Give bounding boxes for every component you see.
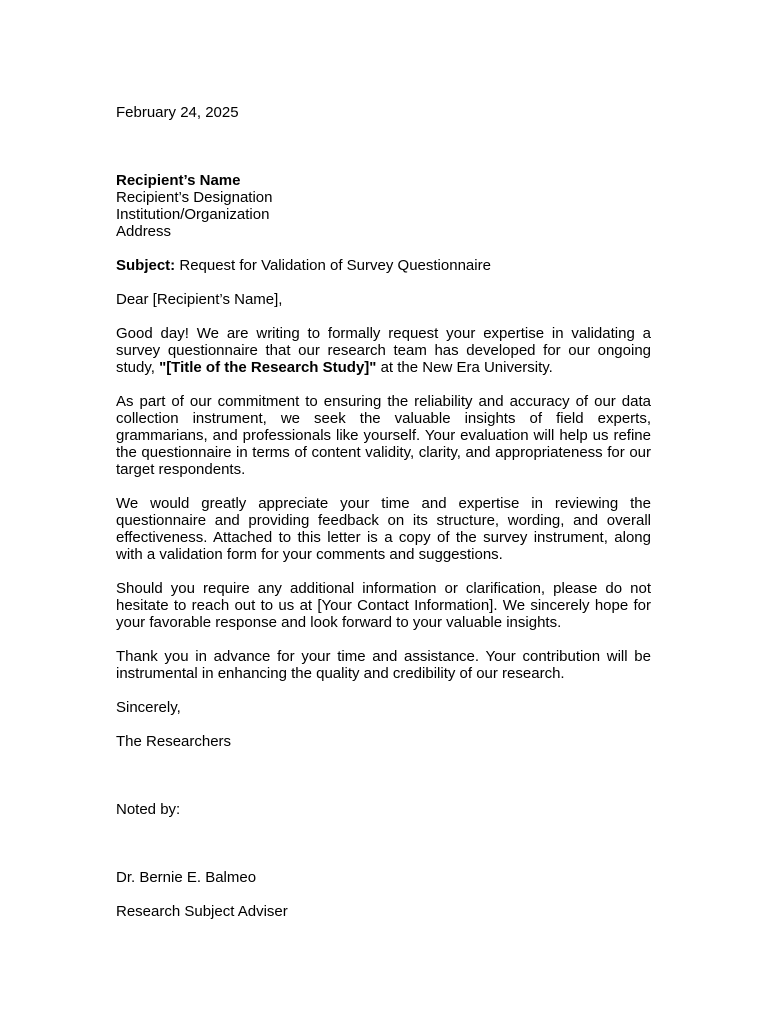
- paragraph-thanks: Thank you in advance for your time and assistance. Your contribution will be instrumental in enhancing the quality and credibility of our research.: [116, 648, 651, 682]
- recipient-address: Address: [116, 223, 172, 240]
- paragraph-intro: [116, 325, 651, 376]
- recipient-institution: Institution/Organization: [116, 206, 270, 223]
- paragraph-commitment: As part of our commitment to ensuring the reliability and accuracy of our data collection instrument, we seek the valuable insights of field experts, grammarians, and professionals like yourself. Your evaluation will help us refine the questionnaire in terms of content validity, clarity, and appropriateness for our target respondents.: [116, 393, 651, 478]
- salutation: Dear [Recipient’s Name],: [116, 291, 283, 308]
- paragraph-contact: Should you require any additional information or clarification, please do not hesitate to reach out to us at [Your Contact Information]. We sincerely hope for your favorable response and look forward to your valuable insights.: [116, 580, 651, 631]
- signer: The Researchers: [116, 733, 232, 750]
- adviser-title: Research Subject Adviser: [116, 903, 288, 920]
- paragraph-intro-before: Good day! We are writing to formally request your expertise in validating a survey questionnaire that our research team has developed for our ongoing study,: [116, 325, 651, 376]
- recipient-designation: Recipient’s Designation: [116, 189, 273, 206]
- research-title: "[Title of the Research Study]": [159, 359, 377, 376]
- closing: Sincerely,: [116, 699, 181, 716]
- paragraph-intro-after: at the New Era University.: [376, 359, 553, 376]
- subject-line: [116, 257, 651, 274]
- paragraph-appreciation: We would greatly appreciate your time and expertise in reviewing the questionnaire and providing feedback on its structure, wording, and overall effectiveness. Attached to this letter is a copy of the survey instrument, along with a validation form for your comments and suggestions.: [116, 495, 651, 563]
- subject-label: Subject:: [116, 257, 176, 274]
- subject-text: Request for Validation of Survey Questionnaire: [175, 257, 491, 274]
- letter-body: [116, 104, 651, 920]
- recipient-name: Recipient’s Name: [116, 172, 241, 189]
- letter-date: February 24, 2025: [116, 104, 239, 121]
- recipient-block: [116, 172, 651, 240]
- adviser-name: Dr. Bernie E. Balmeo: [116, 869, 257, 886]
- noted-by: Noted by:: [116, 801, 181, 818]
